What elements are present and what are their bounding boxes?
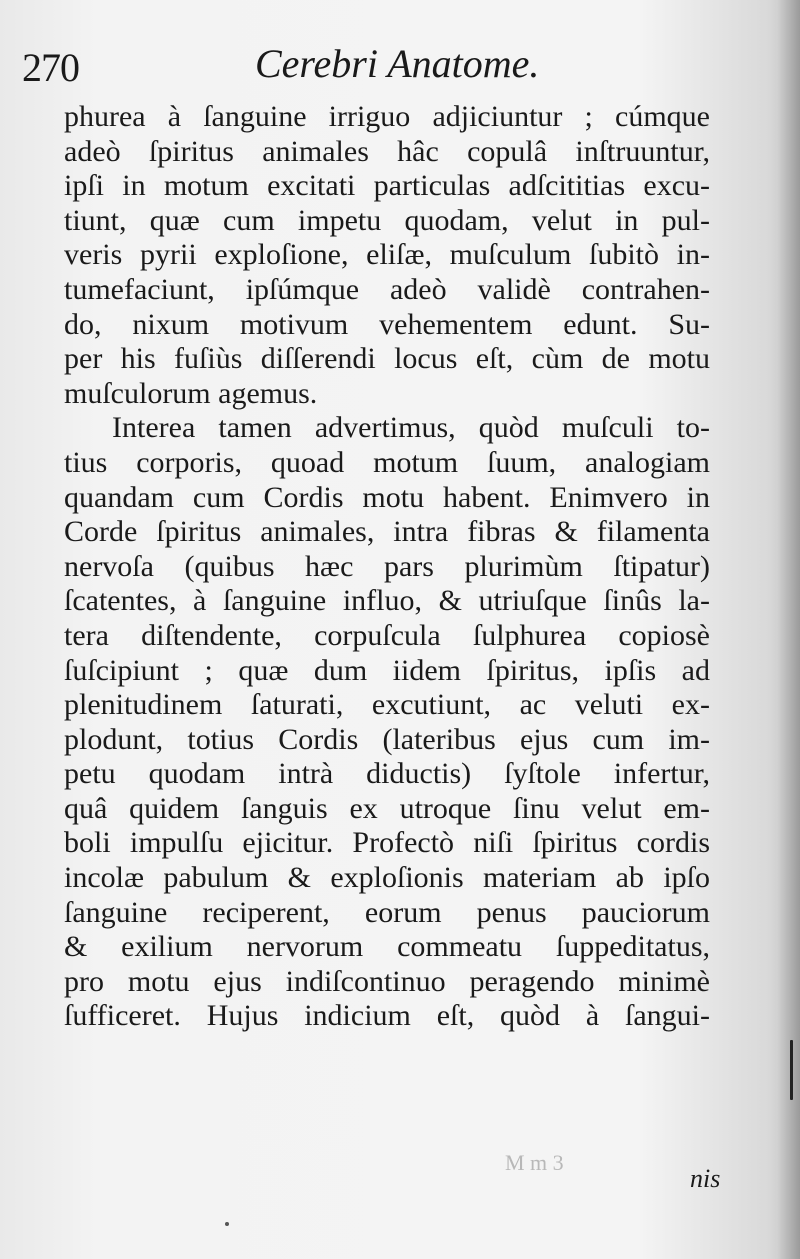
text-line: petu quodam intrà diductis) ſyſtole infertur, <box>64 757 710 791</box>
text-line: quâ quidem ſanguis ex utroque ſinu velut em- <box>64 791 710 825</box>
page-edge-shadow <box>778 0 800 1259</box>
page-number: 270 <box>22 45 79 90</box>
text-line: ſcatentes, à ſanguine influo, & utriuſque ſinûs la- <box>64 584 710 618</box>
text-line: Corde ſpiritus animales, intra fibras & filamenta <box>64 515 710 549</box>
text-line: phurea à ſanguine irriguo adjiciuntur ; cúmque <box>64 100 710 133</box>
running-title: Cerebri Anatome. <box>255 41 540 86</box>
text-line: ſufficeret. Hujus indicium eſt, quòd à ſangui- <box>64 999 710 1033</box>
text-line: tumefaciunt, ipſúmque adeò validè contrahen- <box>64 272 710 306</box>
text-line: boli impulſu ejicitur. Profectò niſi ſpiritus cordis <box>64 826 710 860</box>
page-header <box>20 36 720 96</box>
body-text <box>64 100 710 1034</box>
text-line: tera diſtendente, corpuſcula ſulphurea copiosè <box>64 618 710 652</box>
text-line: tiunt, quæ cum impetu quodam, velut in pul- <box>64 203 710 237</box>
text-line: nervoſa (quibus hæc pars plurimùm ſtipatur) <box>64 549 710 583</box>
text-line: per his fuſiùs diſſerendi locus eſt, cùm de motu <box>64 342 710 376</box>
ink-speck <box>225 1222 229 1226</box>
signature-mark: M m 3 <box>505 1150 564 1175</box>
text-line: do, nixum motivum vehementem edunt. Su- <box>64 307 710 341</box>
text-line: plenitudinem ſaturati, excutiunt, ac veluti ex- <box>64 688 710 722</box>
text-line: muſculorum agemus. <box>64 376 318 410</box>
text-line: veris pyrii exploſione, eliſæ, muſculum ſubitò in- <box>64 238 710 272</box>
text-line: & exilium nervorum commeatu ſuppeditatus, <box>64 930 710 964</box>
text-line: plodunt, totius Cordis (lateribus ejus cum im- <box>64 722 710 756</box>
text-line: adeò ſpiritus animales hâc copulâ inſtruuntur, <box>64 134 710 168</box>
text-line: pro motu ejus indiſcontinuo peragendo minimè <box>64 964 710 998</box>
text-line: ſuſcipiunt ; quæ dum iidem ſpiritus, ipſis ad <box>64 653 710 687</box>
text-line: ipſi in motum excitati particulas adſcititias excu- <box>64 169 710 203</box>
text-line: ſanguine reciperent, eorum penus pauciorum <box>64 895 710 929</box>
page-edge-mark <box>790 1040 793 1100</box>
text-line: incolæ pabulum & exploſionis materiam ab ipſo <box>64 861 710 895</box>
text-line: quandam cum Cordis motu habent. Enimvero in <box>64 480 710 514</box>
catchword: nis <box>690 1164 721 1193</box>
text-line: tius corporis, quoad motum ſuum, analogiam <box>64 445 710 479</box>
text-line: Interea tamen advertimus, quòd muſculi to- <box>112 411 710 445</box>
